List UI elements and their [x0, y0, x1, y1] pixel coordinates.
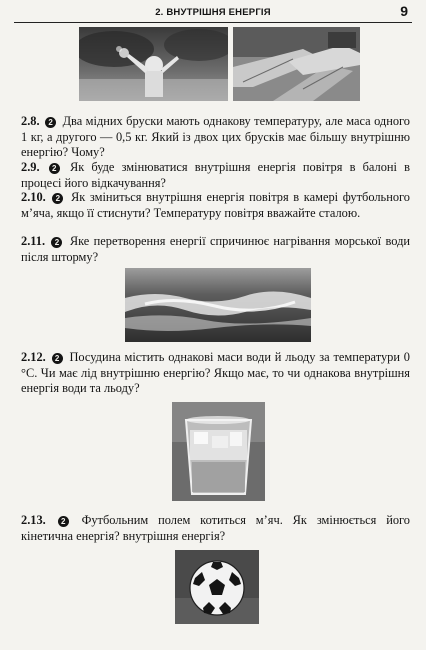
- problem-number: 2.8.: [21, 114, 40, 128]
- problem-text: Як зміниться внутрішня енергія повітря в камері футбольного м’яча, якщо її стиснути? Температуру повітря вважайте сталою.: [21, 190, 410, 220]
- hands-rubbing-photo: [233, 27, 360, 101]
- problem-2-10: [21, 190, 410, 221]
- problem-number: 2.10.: [21, 190, 46, 204]
- running-header: [14, 4, 412, 23]
- problem-2-13: [21, 513, 410, 544]
- problem-text: Як буде змінюватися внутрішня енергія повітря в балоні в процесі його відкачування?: [21, 160, 410, 190]
- chapter-title: 2. ВНУТРІШНЯ ЕНЕРГІЯ: [155, 7, 271, 18]
- soccer-ball-photo: [175, 550, 259, 624]
- difficulty-badge-icon: 2: [52, 353, 63, 364]
- problem-number: 2.9.: [21, 160, 40, 174]
- water-ice-glass-photo: [172, 402, 265, 501]
- problem-2-9: [21, 160, 410, 191]
- problem-text: Посудина містить однакові маси води й льоду за температури 0 °С. Чи має лід внутрішню енергію? Якщо має, то чи однакова внутрішня енергія води та льоду?: [21, 350, 410, 395]
- page-number: 9: [400, 3, 408, 19]
- problem-text: Футбольним полем котиться м’яч. Як змінюється його кінетична енергія? внутрішня енергія?: [21, 513, 410, 543]
- problem-2-12: [21, 350, 410, 397]
- problem-text: Яке перетворення енергії спричинює нагрівання морської води після шторму?: [21, 234, 410, 264]
- difficulty-badge-icon: 2: [51, 237, 62, 248]
- snow-throw-photo: [79, 27, 228, 101]
- sea-waves-photo: [125, 268, 311, 342]
- problem-number: 2.13.: [21, 513, 46, 527]
- difficulty-badge-icon: 2: [49, 163, 60, 174]
- difficulty-badge-icon: 2: [58, 516, 69, 527]
- problem-text: Два мідних бруски мають однакову температуру, але маса одного 1 кг, а другого — 0,5 кг. Який із двох цих брусків має більшу внутрішню енергію? Чому?: [21, 114, 411, 159]
- problem-number: 2.11.: [21, 234, 46, 248]
- problem-2-11: [21, 234, 410, 265]
- difficulty-badge-icon: 2: [45, 117, 56, 128]
- problem-number: 2.12.: [21, 350, 46, 364]
- problem-2-8: [21, 114, 410, 161]
- difficulty-badge-icon: 2: [52, 193, 63, 204]
